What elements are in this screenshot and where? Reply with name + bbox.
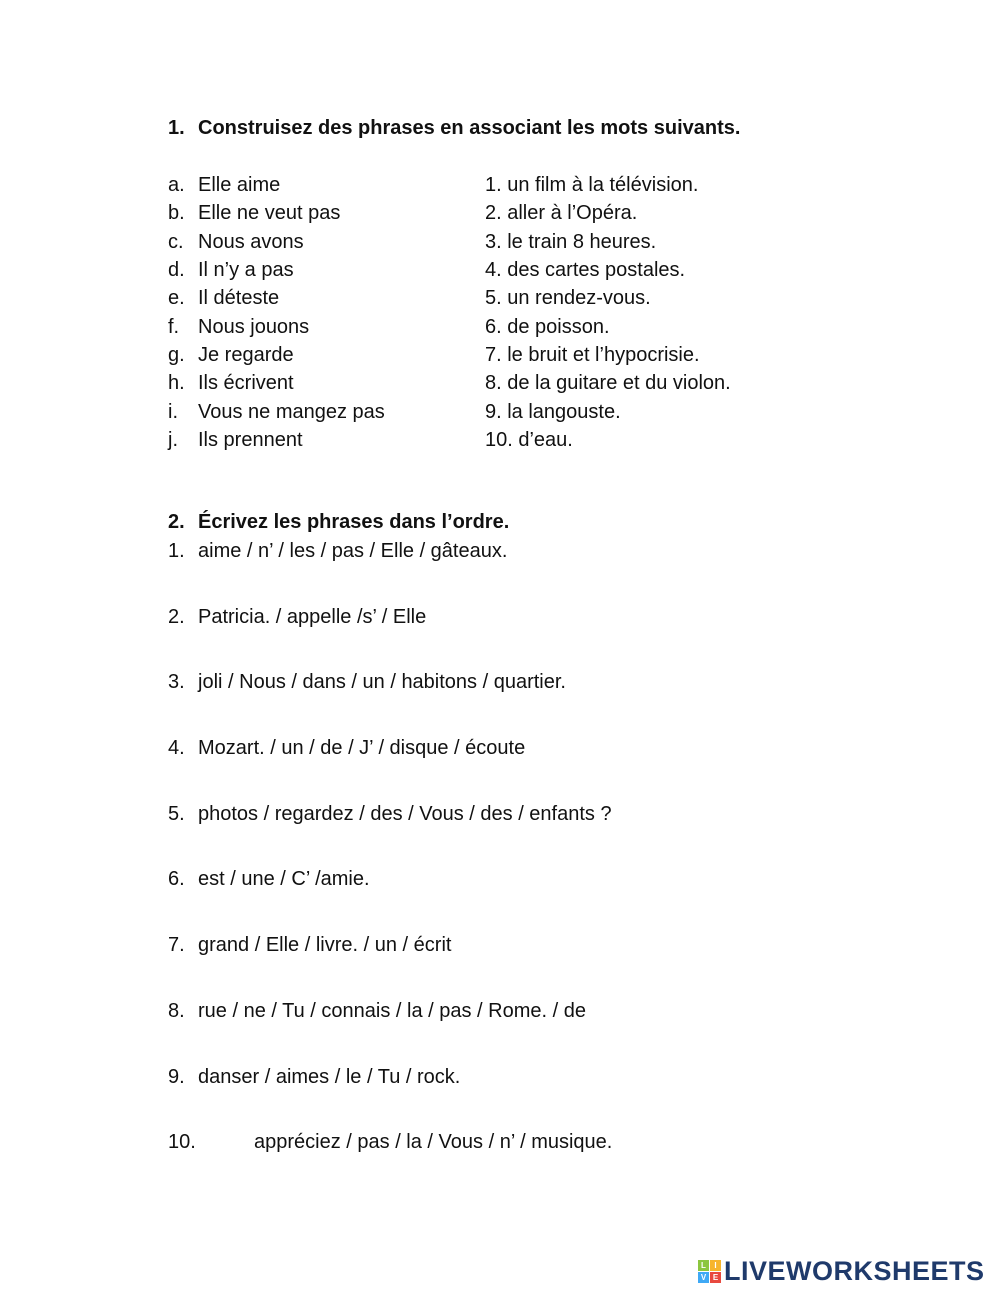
- logo-blocks-icon: [698, 1260, 721, 1283]
- section-2-heading: [168, 511, 509, 534]
- ordering-item: [168, 867, 868, 933]
- item-number: 8.: [168, 999, 185, 1022]
- item-letter: i.: [168, 400, 178, 423]
- item-letter: j.: [168, 429, 178, 452]
- item-letter: b.: [168, 202, 185, 225]
- ordering-item: [168, 1065, 868, 1131]
- item-letter: c.: [168, 230, 184, 253]
- item-number: 1.: [168, 540, 185, 562]
- section-1-heading: [168, 117, 740, 140]
- matching-row: [168, 400, 868, 428]
- section-number: 1.: [168, 117, 185, 139]
- ordering-item: [168, 736, 868, 802]
- logo-text: LIVEWORKSHEETS: [724, 1256, 985, 1286]
- ordering-item: [168, 670, 868, 736]
- item-letter: f.: [168, 315, 180, 338]
- sentence-end: 8. de la guitare et du violon.: [485, 372, 731, 395]
- sentence-end: 3. le train 8 heures.: [485, 230, 657, 253]
- sentence-end: 9. la langouste.: [485, 400, 621, 423]
- sentence-start: Elle aime: [198, 174, 281, 196]
- item-number: 9.: [168, 1065, 185, 1088]
- sentence-start: Elle ne veut pas: [198, 202, 341, 225]
- matching-list: [168, 173, 868, 456]
- liveworksheets-logo: [698, 1256, 985, 1287]
- sentence-end: 10. d’eau.: [485, 429, 573, 452]
- sentence-start: Nous jouons: [198, 315, 310, 338]
- logo-block: E: [710, 1272, 721, 1283]
- ordering-item: [168, 933, 868, 999]
- item-letter: h.: [168, 372, 185, 395]
- scrambled-words: appréciez / pas / la / Vous / n’ / musique.: [254, 1131, 613, 1154]
- item-number: 2.: [168, 605, 185, 628]
- ordering-item: [168, 605, 868, 671]
- ordering-item: [168, 802, 868, 868]
- matching-row: [168, 173, 868, 201]
- section-title: Écrivez les phrases dans l’ordre.: [198, 511, 510, 533]
- ordering-item: [168, 999, 868, 1065]
- item-number: 6.: [168, 868, 185, 891]
- sentence-end: 6. de poisson.: [485, 315, 610, 338]
- matching-row: [168, 343, 868, 371]
- scrambled-words: grand / Elle / livre. / un / écrit: [198, 934, 452, 957]
- section-title: Construisez des phrases en associant les mots suivants.: [198, 117, 741, 139]
- sentence-end: 2. aller à l’Opéra.: [485, 202, 638, 225]
- ordering-list: [168, 539, 868, 1196]
- ordering-item: [168, 539, 868, 605]
- item-letter: e.: [168, 287, 185, 310]
- matching-row: [168, 428, 868, 456]
- section-number: 2.: [168, 511, 185, 533]
- item-letter: d.: [168, 259, 185, 282]
- sentence-start: Il n’y a pas: [198, 259, 294, 282]
- scrambled-words: est / une / C’ /amie.: [198, 868, 370, 891]
- logo-block: L: [698, 1260, 709, 1271]
- matching-row: [168, 201, 868, 229]
- scrambled-words: rue / ne / Tu / connais / la / pas / Rome. / de: [198, 999, 586, 1022]
- sentence-start: Vous ne mangez pas: [198, 400, 385, 423]
- scrambled-words: Mozart. / un / de / J’ / disque / écoute: [198, 737, 526, 760]
- matching-row: [168, 286, 868, 314]
- sentence-start: Ils écrivent: [198, 372, 294, 395]
- sentence-start: Ils prennent: [198, 429, 303, 452]
- sentence-start: Il déteste: [198, 287, 280, 310]
- sentence-start: Nous avons: [198, 230, 304, 253]
- scrambled-words: Patricia. / appelle /s’ / Elle: [198, 605, 427, 628]
- matching-row: [168, 371, 868, 399]
- sentence-end: 1. un film à la télévision.: [485, 174, 699, 196]
- matching-row: [168, 230, 868, 258]
- item-number: 7.: [168, 934, 185, 957]
- item-letter: g.: [168, 344, 185, 367]
- item-letter: a.: [168, 174, 185, 196]
- matching-row: [168, 258, 868, 286]
- sentence-end: 7. le bruit et l’hypocrisie.: [485, 344, 700, 367]
- sentence-end: 4. des cartes postales.: [485, 259, 686, 282]
- matching-row: [168, 315, 868, 343]
- scrambled-words: aime / n’ / les / pas / Elle / gâteaux.: [198, 540, 508, 562]
- sentence-start: Je regarde: [198, 344, 294, 367]
- logo-block: I: [710, 1260, 721, 1271]
- scrambled-words: joli / Nous / dans / un / habitons / quartier.: [198, 671, 566, 694]
- sentence-end: 5. un rendez-vous.: [485, 287, 651, 310]
- scrambled-words: photos / regardez / des / Vous / des / enfants ?: [198, 802, 612, 825]
- logo-block: V: [698, 1272, 709, 1283]
- item-number: 10.: [168, 1131, 196, 1154]
- item-number: 3.: [168, 671, 185, 694]
- scrambled-words: danser / aimes / le / Tu / rock.: [198, 1065, 461, 1088]
- item-number: 4.: [168, 737, 185, 760]
- item-number: 5.: [168, 802, 185, 825]
- ordering-item: [168, 1130, 868, 1196]
